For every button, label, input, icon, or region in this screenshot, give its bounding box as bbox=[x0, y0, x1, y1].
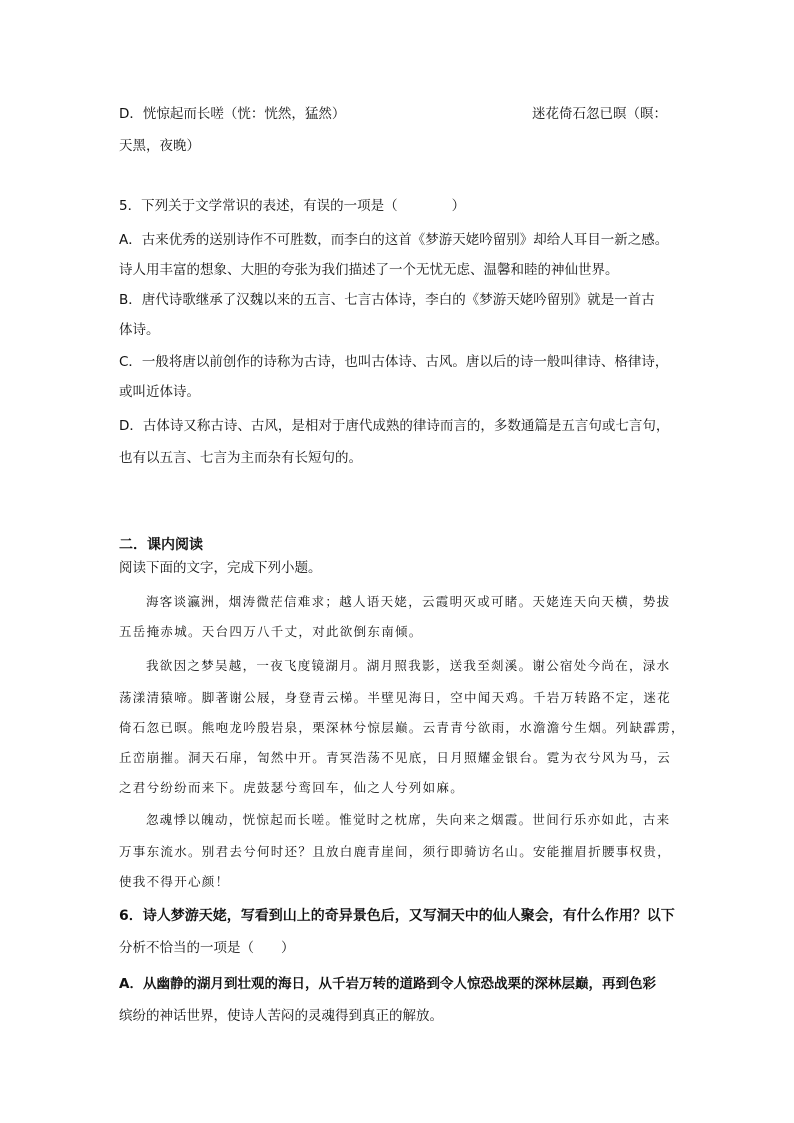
q5-option-a-line2: 诗人用丰富的想象、大胆的夸张为我们描述了一个无忧无虑、温馨和睦的神仙世界。 bbox=[119, 262, 619, 278]
q4-option-d-continuation: 天黑，夜晚） bbox=[119, 138, 200, 154]
poem-line: 五岳掩赤城。天台四万八千丈，对此欲倒东南倾。 bbox=[119, 624, 423, 639]
section-heading: 二．课内阅读 bbox=[119, 537, 203, 553]
q5-option-b-line1: B．唐代诗歌继承了汉魏以来的五言、七言古体诗，李白的《梦游天姥吟留别》就是一首古 bbox=[119, 292, 655, 308]
q5-option-d-line1: D．古体诗又称古诗、古风，是相对于唐代成熟的律诗而言的，多数通篇是五言句或七言句， bbox=[119, 418, 670, 434]
poem-line: 荡漾清猿啼。脚著谢公屐，身登青云梯。半壁见海日，空中闻天鸡。千岩万转路不定，迷花 bbox=[119, 690, 672, 705]
poem-line: 海客谈瀛洲，烟涛微茫信难求；越人语天姥，云霞明灭或可睹。天姥连天向天横，势拔 bbox=[146, 594, 671, 609]
q6-option-a-line1: A．从幽静的湖月到壮观的海日，从千岩万转的道路到令人惊恐战栗的深林层巅，再到色彩 bbox=[119, 976, 656, 992]
q6-stem-line2: 分析不恰当的一项是（ ） bbox=[119, 940, 295, 956]
q6-stem-line1: 6．诗人梦游天姥，写看到山上的奇异景色后，又写洞天中的仙人聚会，有什么作用？以下 bbox=[119, 908, 675, 924]
poem-line: 我欲因之梦吴越，一夜飞度镜湖月。湖月照我影，送我至剡溪。谢公宿处今尚在，渌水 bbox=[146, 658, 671, 673]
q5-option-d-line2: 也有以五言、七言为主而杂有长短句的。 bbox=[119, 450, 362, 466]
q4-option-d-right: 迷花倚石忽已暝（暝： bbox=[532, 106, 667, 122]
q5-option-c-line1: C．一般将唐以前创作的诗称为古诗，也叫古体诗、古风。唐以后的诗一般叫律诗、格律诗， bbox=[119, 354, 669, 370]
q5-option-c-line2: 或叫近体诗。 bbox=[119, 384, 200, 400]
q6-option-a-line2: 缤纷的神话世界，使诗人苦闷的灵魂得到真正的解放。 bbox=[119, 1008, 443, 1024]
poem-line: 倚石忽已暝。熊咆龙吟殷岩泉，栗深林兮惊层巅。云青青兮欲雨，水澹澹兮生烟。列缺霹雳， bbox=[119, 720, 685, 735]
q5-stem: 5．下列关于文学常识的表述，有误的一项是（ ） bbox=[119, 198, 466, 214]
q5-option-b-line2: 体诗。 bbox=[119, 322, 160, 338]
poem-line: 万事东流水。别君去兮何时还？且放白鹿青崖间，须行即骑访名山。安能摧眉折腰事权贵， bbox=[119, 844, 672, 859]
poem-line: 使我不得开心颜！ bbox=[119, 874, 230, 889]
reading-instruction: 阅读下面的文字，完成下列小题。 bbox=[119, 560, 322, 576]
poem-line: 之君兮纷纷而来下。虎鼓瑟兮鸾回车，仙之人兮列如麻。 bbox=[119, 780, 465, 795]
q5-option-a-line1: A．古来优秀的送别诗作不可胜数，而李白的这首《梦游天姥吟留别》却给人耳目一新之感。 bbox=[119, 232, 669, 248]
poem-line: 丘峦崩摧。洞天石扉，訇然中开。青冥浩荡不见底，日月照耀金银台。霓为衣兮风为马，云 bbox=[119, 750, 672, 765]
poem-line: 忽魂悸以魄动，恍惊起而长嗟。惟觉时之枕席，失向来之烟霞。世间行乐亦如此，古来 bbox=[146, 812, 671, 827]
q4-option-d-left: D．恍惊起而长嗟（恍：恍然，猛然） bbox=[119, 106, 346, 122]
